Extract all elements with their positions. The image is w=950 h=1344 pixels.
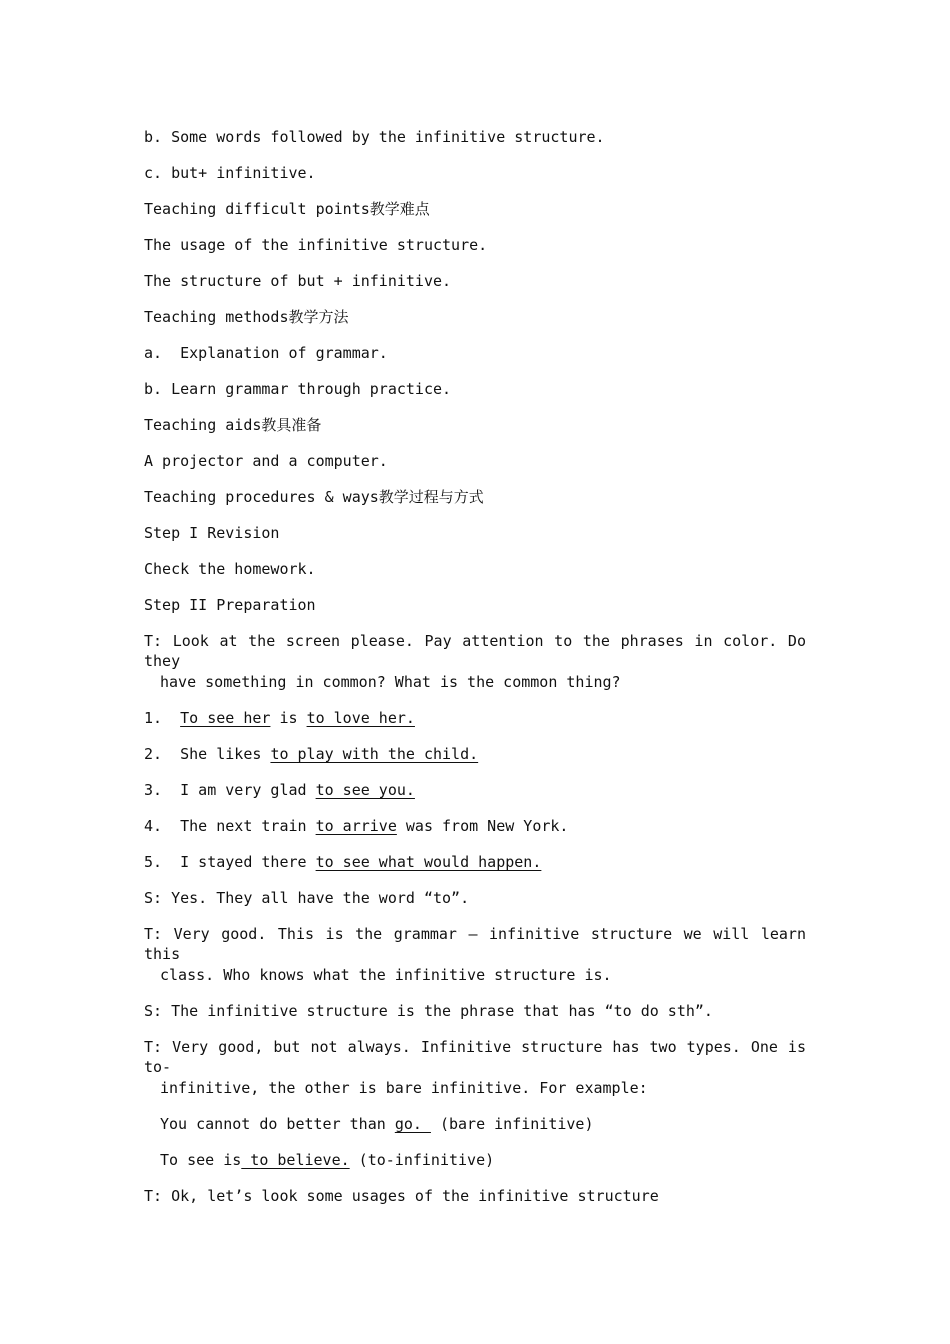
example-2-phrase: to play with the child.: [270, 745, 479, 763]
example-7-text: To see is: [160, 1151, 242, 1169]
step-1-text: Check the homework.: [144, 560, 316, 578]
student-line-1: S: Yes. They all have the word “to”.: [144, 889, 470, 907]
example-1-phrase-a: To see her: [180, 709, 271, 727]
example-3-phrase: to see you.: [315, 781, 415, 799]
step-1-title: Step I Revision: [144, 524, 280, 542]
example-2: [144, 744, 478, 764]
example-1-number: 1.: [144, 709, 181, 727]
example-3-text: 3. I am very glad: [144, 781, 316, 799]
document-page: [144, 0, 814, 1344]
procedures-heading: Teaching procedures & ways教学过程与方式: [144, 488, 484, 506]
aids-heading: Teaching aids教具准备: [144, 416, 322, 434]
teacher-line-3b: infinitive, the other is bare infinitive. For example:: [160, 1079, 648, 1097]
teacher-line-2a: T: Very good. This is the grammar – infinitive structure we will learn this: [144, 925, 806, 963]
objective-c: c. but+ infinitive.: [144, 164, 316, 182]
example-4: [144, 816, 568, 836]
example-4-phrase: to arrive: [315, 817, 397, 835]
teacher-line-1a: T: Look at the screen please. Pay attention to the phrases in color. Do they: [144, 632, 806, 670]
example-5-text: 5. I stayed there: [144, 853, 316, 871]
example-to-infinitive: [160, 1150, 494, 1170]
example-3: [144, 780, 415, 800]
difficult-point-2: The structure of but + infinitive.: [144, 272, 452, 290]
example-7-phrase: to believe.: [241, 1151, 350, 1169]
teacher-line-1b: have something in common? What is the common thing?: [160, 673, 621, 691]
example-1-phrase-b: to love her.: [306, 709, 415, 727]
example-1: [144, 708, 415, 728]
student-line-2: S: The infinitive structure is the phrase that has “to do sth”.: [144, 1002, 713, 1020]
method-b: b. Learn grammar through practice.: [144, 380, 452, 398]
example-6-text: You cannot do better than: [160, 1115, 395, 1133]
methods-heading: Teaching methods教学方法: [144, 308, 349, 326]
objective-b: b. Some words followed by the infinitive structure.: [144, 128, 605, 146]
method-a: a. Explanation of grammar.: [144, 344, 388, 362]
teacher-line-2b: class. Who knows what the infinitive structure is.: [160, 966, 612, 984]
difficult-points-heading: Teaching difficult points教学难点: [144, 200, 430, 218]
example-5-phrase: to see what would happen.: [315, 853, 542, 871]
example-6-note: (bare infinitive): [430, 1115, 594, 1133]
difficult-point-1: The usage of the infinitive structure.: [144, 236, 488, 254]
example-4-text: 4. The next train: [144, 817, 316, 835]
example-5: [144, 852, 541, 872]
aids-item: A projector and a computer.: [144, 452, 388, 470]
example-6-phrase: go.: [394, 1115, 431, 1133]
example-4-rest: was from New York.: [396, 817, 569, 835]
example-bare-infinitive: [160, 1114, 594, 1134]
example-2-text: 2. She likes: [144, 745, 271, 763]
example-1-verb: is: [270, 709, 307, 727]
teacher-line-4: T: Ok, let’s look some usages of the infinitive structure: [144, 1187, 659, 1205]
teacher-line-3a: T: Very good, but not always. Infinitive structure has two types. One is to-: [144, 1038, 806, 1076]
example-7-note: (to-infinitive): [349, 1151, 495, 1169]
step-2-title: Step II Preparation: [144, 596, 316, 614]
